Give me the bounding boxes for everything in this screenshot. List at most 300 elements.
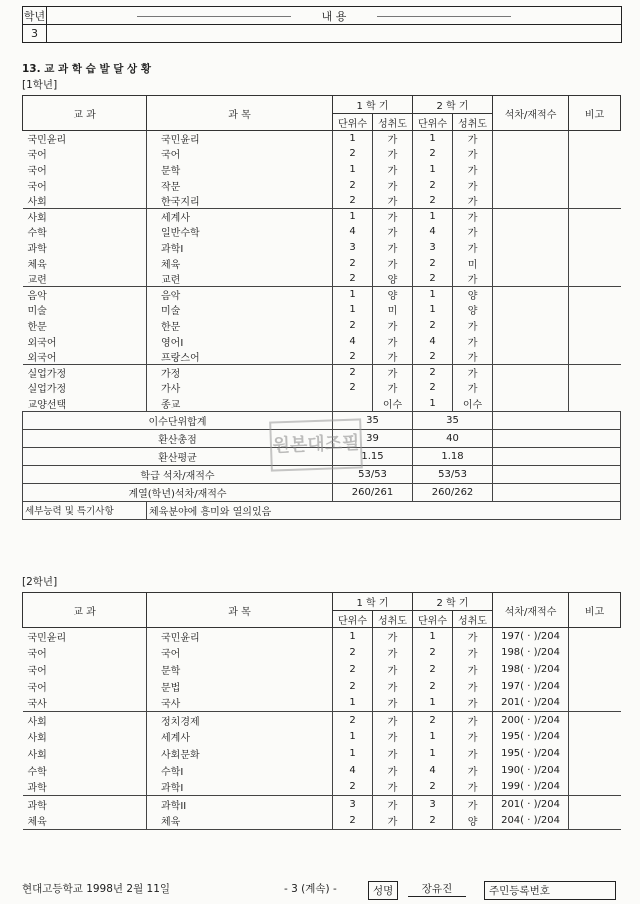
sem1-units-cell: 3: [333, 795, 373, 812]
rank-cell: 204( · )/204: [493, 812, 569, 829]
sem2-achievement-cell: 양: [453, 812, 493, 829]
subject-cell: 국어: [27, 649, 47, 661]
sem1-achievement-cell: 가: [373, 333, 413, 349]
course-cell: 일반수학: [147, 224, 333, 240]
course-cell: 국어: [147, 146, 333, 162]
sem2-units-cell: 1: [413, 728, 453, 745]
sem1-units-cell: 2: [333, 812, 373, 829]
subject-cell: 사회: [23, 711, 147, 728]
footer-school-date: 현대고등학교 1998년 2월 11일: [22, 883, 171, 895]
table-row: [23, 131, 621, 147]
sem1-units-cell: 1: [333, 162, 373, 178]
sem2-units-cell: 3: [413, 240, 453, 256]
rank-cell: [493, 349, 569, 365]
note-cell: [569, 364, 621, 380]
subject-cell: 사회: [27, 749, 47, 761]
sem1-achievement-cell: 미: [373, 302, 413, 318]
note-cell: [569, 349, 621, 365]
rank-cell: [493, 364, 569, 380]
sem2-units-cell: 1: [413, 628, 453, 645]
sem1-units-cell: 2: [333, 146, 373, 162]
table-row: [23, 380, 621, 396]
subject-cell: 국어: [27, 165, 47, 177]
col-ach-2: 성취도: [453, 611, 493, 628]
sem1-achievement-cell: 가: [373, 380, 413, 396]
sem1-units-cell: 4: [333, 333, 373, 349]
sem2-units-cell: 2: [413, 678, 453, 695]
note-cell: [569, 795, 621, 812]
summary-label: 계열(학년)석차/재적수: [23, 483, 333, 501]
content-label: [47, 7, 622, 25]
sem1-units-cell: 2: [333, 711, 373, 728]
sem1-units-cell: 2: [333, 644, 373, 661]
sem2-achievement-cell: 가: [453, 162, 493, 178]
table-row: [23, 318, 621, 334]
table-row: [23, 302, 621, 318]
remarks-label: 세부능력 및 특기사항: [23, 501, 147, 519]
note-cell: [569, 193, 621, 209]
table-row: [23, 286, 621, 302]
table-row: [23, 255, 621, 271]
rank-cell: [493, 162, 569, 178]
course-cell: 한문: [147, 318, 333, 334]
rank-cell: 197( · )/204: [493, 628, 569, 645]
course-cell: 국어: [147, 644, 333, 661]
course-cell: 국민윤리: [147, 131, 333, 147]
sem2-achievement-cell: 가: [453, 271, 493, 287]
sem1-units-cell: 1: [333, 208, 373, 224]
note-cell: [569, 728, 621, 745]
sem1-units-cell: 2: [333, 661, 373, 678]
subject-cell: 외국어: [27, 352, 57, 364]
sem2-units-cell: 2: [413, 779, 453, 796]
sem1-achievement-cell: 가: [373, 745, 413, 762]
sem1-achievement-cell: 가: [373, 728, 413, 745]
rank-cell: [493, 318, 569, 334]
sem2-achievement-cell: 가: [453, 333, 493, 349]
col-course: 과 목: [147, 593, 333, 628]
sem1-units-cell: 1: [333, 286, 373, 302]
table-row: [23, 628, 621, 645]
sem1-achievement-cell: 가: [373, 255, 413, 271]
note-cell: [569, 208, 621, 224]
sem2-units-cell: 2: [413, 380, 453, 396]
subject-cell: 과학: [27, 783, 47, 795]
sem1-achievement-cell: 가: [373, 678, 413, 695]
table-row: [23, 812, 621, 829]
subject-cell: 사회: [27, 196, 47, 208]
note-cell: [569, 146, 621, 162]
course-cell: 가사: [147, 380, 333, 396]
footer-name-label: 성명: [368, 881, 398, 900]
note-cell: [569, 812, 621, 829]
sem2-achievement-cell: 가: [453, 644, 493, 661]
sem1-achievement-cell: 양: [373, 286, 413, 302]
note-cell: [569, 779, 621, 796]
table-row: [23, 728, 621, 745]
subject-cell: 수학: [27, 228, 47, 240]
course-cell: 작문: [147, 177, 333, 193]
sem2-units-cell: 1: [413, 695, 453, 712]
col-subject: 교 과: [23, 96, 147, 131]
course-cell: 과학II: [147, 795, 333, 812]
summary-rank-blank: [493, 465, 621, 483]
table-row: [23, 762, 621, 779]
note-cell: [569, 644, 621, 661]
col-ach-2: 성취도: [453, 114, 493, 131]
sem2-achievement-cell: 미: [453, 255, 493, 271]
sem2-units-cell: 2: [413, 661, 453, 678]
summary-sem1-value: 1.15: [333, 447, 413, 465]
note-cell: [569, 661, 621, 678]
course-cell: 가정: [147, 364, 333, 380]
summary-rank-blank: [493, 429, 621, 447]
col-note: 비고: [569, 593, 621, 628]
rank-cell: 200( · )/204: [493, 711, 569, 728]
subject-cell: 미술: [27, 306, 47, 318]
sem2-units-cell: 2: [413, 644, 453, 661]
sem2-units-cell: 3: [413, 795, 453, 812]
subject-cell: 체육: [27, 259, 47, 271]
sem1-units-cell: 2: [333, 364, 373, 380]
table-row: [23, 644, 621, 661]
course-cell: 국사: [147, 695, 333, 712]
rank-cell: [493, 208, 569, 224]
summary-label: 환산평균: [23, 447, 333, 465]
sem2-units-cell: 1: [413, 131, 453, 147]
subject-cell: 국어: [27, 665, 47, 677]
summary-rank-blank: [493, 411, 621, 429]
subject-cell: 과학: [27, 243, 47, 255]
note-cell: [569, 318, 621, 334]
sem1-units-cell: 4: [333, 762, 373, 779]
subject-cell: 국어: [27, 682, 47, 694]
sem1-achievement-cell: 가: [373, 193, 413, 209]
sem1-achievement-cell: 가: [373, 208, 413, 224]
rank-cell: [493, 146, 569, 162]
course-cell: 미술: [147, 302, 333, 318]
sem2-achievement-cell: 가: [453, 745, 493, 762]
table-row: [23, 240, 621, 256]
sem2-achievement-cell: 가: [453, 678, 493, 695]
course-cell: 체육: [147, 255, 333, 271]
note-cell: [569, 678, 621, 695]
subject-cell: 외국어: [27, 337, 57, 349]
sem2-achievement-cell: 가: [453, 695, 493, 712]
sem1-achievement-cell: 양: [373, 271, 413, 287]
sem2-achievement-cell: 가: [453, 208, 493, 224]
course-cell: 프랑스어: [147, 349, 333, 365]
sem2-achievement-cell: 가: [453, 193, 493, 209]
sem2-units-cell: 2: [413, 255, 453, 271]
grade-label: 학년: [23, 7, 47, 25]
summary-sem2-value: 35: [413, 411, 493, 429]
note-cell: [569, 380, 621, 396]
table-row: [23, 364, 621, 380]
sem2-units-cell: 1: [413, 208, 453, 224]
sem2-achievement-cell: 가: [453, 628, 493, 645]
col-sem2: 2 학 기: [413, 96, 493, 114]
sem1-units-cell: 1: [333, 302, 373, 318]
col-units-2: 단위수: [413, 114, 453, 131]
sem1-units-cell: 1: [333, 695, 373, 712]
col-sem2: 2 학 기: [413, 593, 493, 611]
course-cell: 정치경제: [147, 711, 333, 728]
sem1-achievement-cell: 가: [373, 162, 413, 178]
note-cell: [569, 302, 621, 318]
subject-cell: 실업가정: [27, 384, 67, 396]
note-cell: [569, 131, 621, 147]
course-cell: 한국지리: [147, 193, 333, 209]
table-row: [23, 177, 621, 193]
sem2-achievement-cell: 가: [453, 364, 493, 380]
sem2-achievement-cell: 가: [453, 728, 493, 745]
summary-sem2-value: 1.18: [413, 447, 493, 465]
table-row: [23, 661, 621, 678]
table-row: [23, 146, 621, 162]
sem2-units-cell: 2: [413, 193, 453, 209]
sem1-achievement-cell: 가: [373, 240, 413, 256]
sem1-achievement-cell: 가: [373, 661, 413, 678]
sem1-units-cell: 2: [333, 177, 373, 193]
course-cell: 음악: [147, 286, 333, 302]
sem1-achievement-cell: 가: [373, 695, 413, 712]
sem2-achievement-cell: 가: [453, 779, 493, 796]
subject-cell: 교양선택: [23, 396, 147, 412]
subject-cell: 한문: [27, 321, 47, 333]
course-cell: 세계사: [147, 728, 333, 745]
subject-cell: 음악: [23, 286, 147, 302]
sem1-units-cell: 2: [333, 318, 373, 334]
sem1-achievement-cell: 가: [373, 146, 413, 162]
col-sem1: 1 학 기: [333, 593, 413, 611]
note-cell: [569, 162, 621, 178]
course-cell: 문학: [147, 661, 333, 678]
table-row: [23, 795, 621, 812]
sem1-achievement-cell: 가: [373, 318, 413, 334]
rank-cell: [493, 333, 569, 349]
sem2-units-cell: 1: [413, 286, 453, 302]
rank-cell: 197( · )/204: [493, 678, 569, 695]
subject-cell: 국민윤리: [23, 628, 147, 645]
subject-cell: 사회: [23, 208, 147, 224]
sem1-units-cell: 2: [333, 271, 373, 287]
rank-cell: [493, 302, 569, 318]
table-row: [23, 224, 621, 240]
sem2-achievement-cell: 이수: [453, 396, 493, 412]
sem2-units-cell: 1: [413, 162, 453, 178]
sem2-achievement-cell: 가: [453, 380, 493, 396]
sem1-units-cell: 1: [333, 131, 373, 147]
subject-cell: 수학: [27, 766, 47, 778]
table-row: [23, 695, 621, 712]
sem2-units-cell: 1: [413, 745, 453, 762]
sem2-achievement-cell: 가: [453, 762, 493, 779]
sem1-achievement-cell: 이수: [373, 396, 413, 412]
note-cell: [569, 271, 621, 287]
note-cell: [569, 711, 621, 728]
table-row: [23, 193, 621, 209]
subject-cell: 교련: [27, 274, 47, 286]
sem1-achievement-cell: 가: [373, 628, 413, 645]
col-ach-1: 성취도: [373, 611, 413, 628]
subject-cell: 실업가정: [23, 364, 147, 380]
sem2-units-cell: 2: [413, 177, 453, 193]
year2-label: [2학년]: [22, 576, 58, 588]
rank-cell: [493, 224, 569, 240]
header-box: [22, 6, 622, 43]
col-course: 과 목: [147, 96, 333, 131]
summary-label: 이수단위합계: [23, 411, 333, 429]
subject-cell: 사회: [27, 733, 47, 745]
footer-id-label: 주민등록번호: [484, 881, 616, 900]
sem1-units-cell: 1: [333, 628, 373, 645]
sem2-achievement-cell: 가: [453, 795, 493, 812]
table-row: [23, 745, 621, 762]
sem1-achievement-cell: 가: [373, 177, 413, 193]
col-units-1: 단위수: [333, 114, 373, 131]
sem1-achievement-cell: 가: [373, 779, 413, 796]
col-units-2: 단위수: [413, 611, 453, 628]
summary-sem1-value: 260/261: [333, 483, 413, 501]
rank-cell: 199( · )/204: [493, 779, 569, 796]
sem2-achievement-cell: 가: [453, 224, 493, 240]
sem1-units-cell: 2: [333, 779, 373, 796]
col-rank: 석차/재적수: [493, 593, 569, 628]
sem2-achievement-cell: 양: [453, 286, 493, 302]
summary-row: [23, 483, 621, 501]
redaction-mark: [137, 16, 291, 17]
sem2-units-cell: 2: [413, 812, 453, 829]
sem1-units-cell: 2: [333, 255, 373, 271]
subject-cell: 국민윤리: [23, 131, 147, 147]
rank-cell: [493, 286, 569, 302]
certification-stamp: 원본대조필: [269, 418, 363, 471]
sem1-units-cell: 3: [333, 240, 373, 256]
sem1-units-cell: 1: [333, 728, 373, 745]
course-cell: 과학I: [147, 240, 333, 256]
content-blank: [47, 25, 622, 43]
sem2-units-cell: 1: [413, 396, 453, 412]
summary-label: 환산총점: [23, 429, 333, 447]
col-note: 비고: [569, 96, 621, 131]
col-subject: 교 과: [23, 593, 147, 628]
table-row: [23, 208, 621, 224]
note-cell: [569, 745, 621, 762]
course-cell: 국민윤리: [147, 628, 333, 645]
rank-cell: [493, 193, 569, 209]
year1-label: [1학년]: [22, 79, 58, 91]
table-row: [23, 779, 621, 796]
subject-cell: 국사: [27, 699, 47, 711]
sem1-achievement-cell: 가: [373, 762, 413, 779]
sem1-achievement-cell: 가: [373, 795, 413, 812]
sem1-units-cell: 4: [333, 224, 373, 240]
sem1-achievement-cell: 가: [373, 349, 413, 365]
sem1-units-cell: 2: [333, 193, 373, 209]
sem2-achievement-cell: 가: [453, 131, 493, 147]
sem1-achievement-cell: 가: [373, 644, 413, 661]
sem1-units-cell: 1: [333, 745, 373, 762]
rank-cell: 201( · )/204: [493, 695, 569, 712]
sem1-units-cell: 2: [333, 678, 373, 695]
sem2-units-cell: 2: [413, 364, 453, 380]
rank-cell: [493, 271, 569, 287]
rank-cell: [493, 255, 569, 271]
subject-cell: 국어: [27, 150, 47, 162]
sem2-units-cell: 1: [413, 302, 453, 318]
rank-cell: [493, 240, 569, 256]
summary-label: 학급 석차/재적수: [23, 465, 333, 483]
rank-cell: [493, 396, 569, 412]
course-cell: 사회문화: [147, 745, 333, 762]
course-cell: 수학I: [147, 762, 333, 779]
remarks-text: 체육분야에 흥미와 열의있음: [147, 501, 621, 519]
rank-cell: [493, 177, 569, 193]
rank-cell: 195( · )/204: [493, 728, 569, 745]
summary-sem1-value: 39: [333, 429, 413, 447]
sem1-achievement-cell: 가: [373, 711, 413, 728]
note-cell: [569, 286, 621, 302]
summary-sem2-value: 40: [413, 429, 493, 447]
sem2-units-cell: 2: [413, 349, 453, 365]
sem2-achievement-cell: 양: [453, 302, 493, 318]
sem2-achievement-cell: 가: [453, 240, 493, 256]
note-cell: [569, 396, 621, 412]
sem2-achievement-cell: 가: [453, 146, 493, 162]
rank-cell: 198( · )/204: [493, 661, 569, 678]
summary-sem2-value: 53/53: [413, 465, 493, 483]
col-units-1: 단위수: [333, 611, 373, 628]
course-cell: 문학: [147, 162, 333, 178]
subject-cell: 체육: [23, 812, 147, 829]
summary-sem2-value: 260/262: [413, 483, 493, 501]
note-cell: [569, 762, 621, 779]
col-sem1: 1 학 기: [333, 96, 413, 114]
rank-cell: 195( · )/204: [493, 745, 569, 762]
sem2-achievement-cell: 가: [453, 318, 493, 334]
sem1-achievement-cell: 가: [373, 224, 413, 240]
table-row: [23, 678, 621, 695]
col-ach-1: 성취도: [373, 114, 413, 131]
course-cell: 종교: [147, 396, 333, 412]
course-cell: 과학I: [147, 779, 333, 796]
summary-sem1-value: 53/53: [333, 465, 413, 483]
sem2-units-cell: 4: [413, 762, 453, 779]
content-label-text: 내 용: [321, 9, 347, 23]
table-row: [23, 162, 621, 178]
sem1-units-cell: [333, 396, 373, 412]
year2-rows: [23, 628, 621, 830]
rank-cell: [493, 131, 569, 147]
course-cell: 영어I: [147, 333, 333, 349]
table-row: [23, 349, 621, 365]
sem2-achievement-cell: 가: [453, 177, 493, 193]
sem1-achievement-cell: 가: [373, 364, 413, 380]
summary-sem1-value: 35: [333, 411, 413, 429]
sem2-units-cell: 2: [413, 711, 453, 728]
table-row: [23, 396, 621, 412]
note-cell: [569, 333, 621, 349]
note-cell: [569, 695, 621, 712]
note-cell: [569, 177, 621, 193]
rank-cell: 201( · )/204: [493, 795, 569, 812]
rank-cell: [493, 380, 569, 396]
sem2-units-cell: 2: [413, 271, 453, 287]
sem1-achievement-cell: 가: [373, 812, 413, 829]
sem1-units-cell: 2: [333, 380, 373, 396]
footer-page-number: - 3 (계속) -: [284, 883, 337, 895]
